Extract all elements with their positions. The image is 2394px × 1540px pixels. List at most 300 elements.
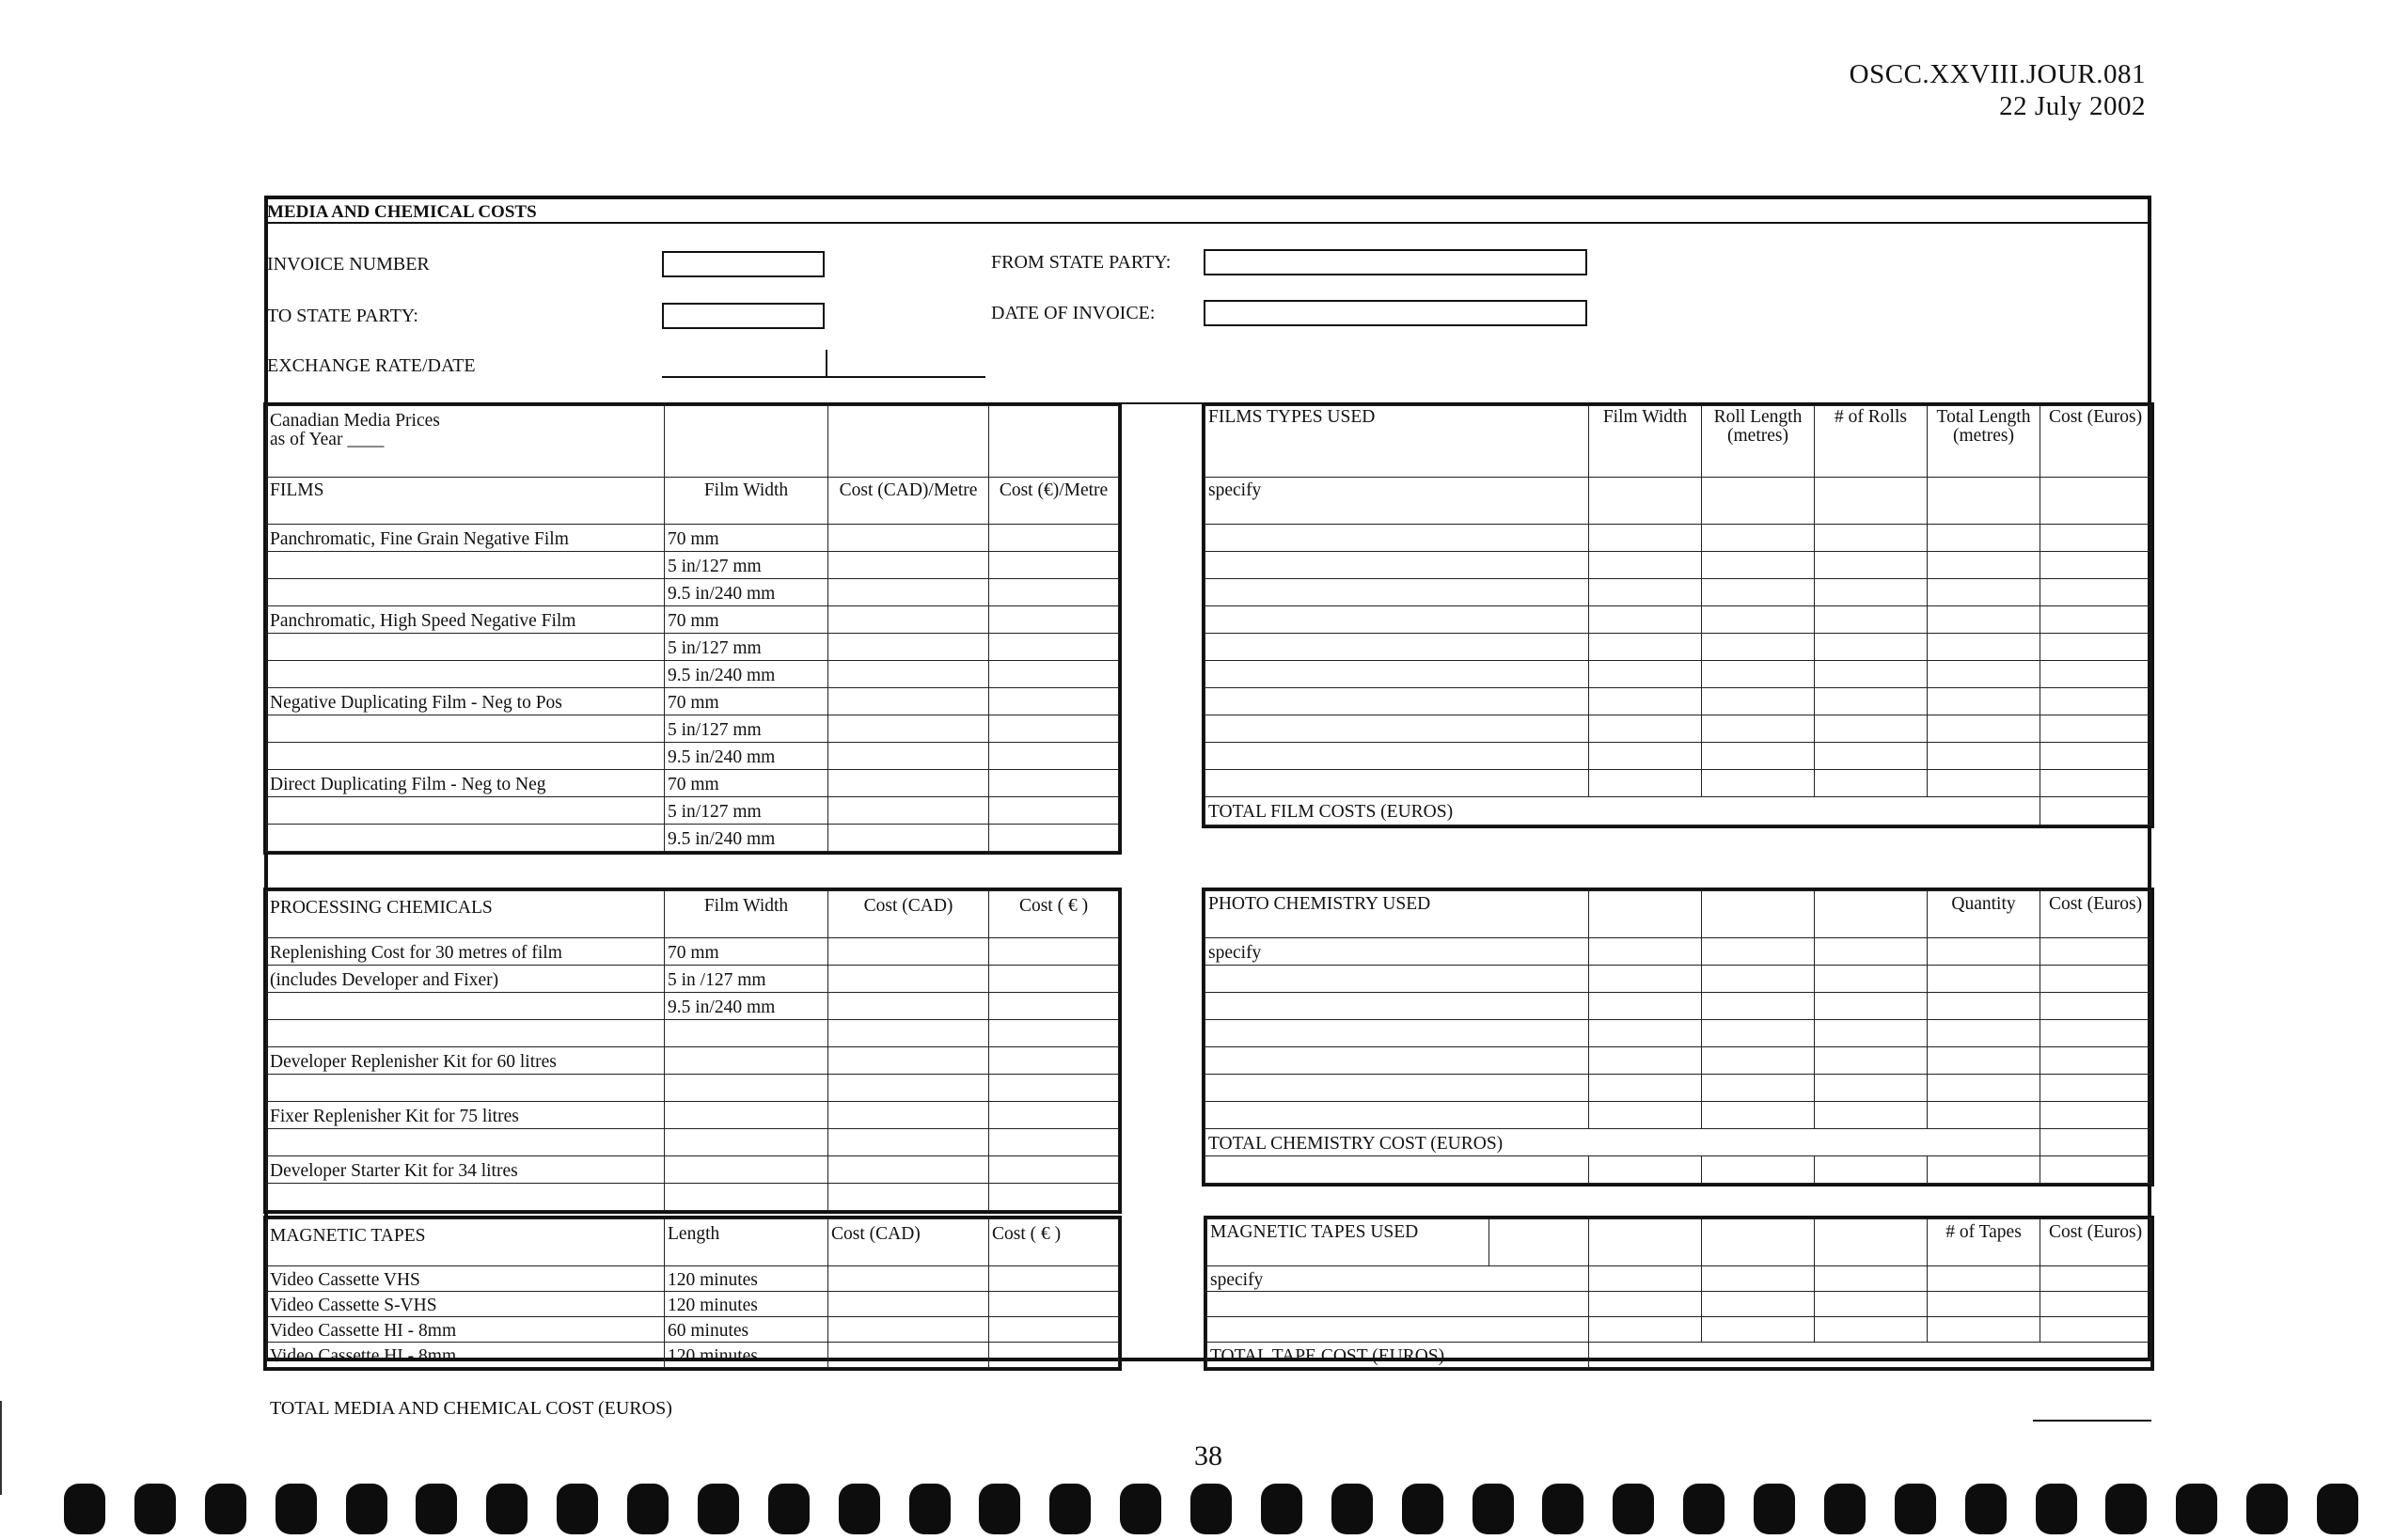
table-cell[interactable] [1205,770,1589,797]
table-cell[interactable] [1205,966,1589,993]
binding-hole [1049,1484,1091,1534]
cost-cad-cell[interactable] [828,688,989,715]
table-cell[interactable] [1589,634,1702,661]
column-header: Film Width [665,891,828,938]
table-row [267,579,1119,606]
cost-cad-cell[interactable] [828,1343,989,1368]
table-cell[interactable] [2040,993,2151,1020]
table-cell[interactable] [2040,525,2151,552]
cost-cad-cell[interactable] [828,1075,989,1102]
cost-cad-cell[interactable] [828,1317,989,1343]
cost-cad-cell[interactable] [828,938,989,966]
table-cell[interactable] [1205,1020,1589,1047]
film-width-cell: 70 mm [665,770,828,797]
films-price-caption-line1: Canadian Media Prices [270,411,440,431]
cost-cad-cell[interactable] [828,525,989,552]
table-cell[interactable] [1815,1020,1928,1047]
tape-length-cell: 120 minutes [665,1292,828,1317]
table-cell[interactable] [1815,770,1928,797]
table-cell[interactable] [1702,1020,1815,1047]
cost-eur-cell[interactable] [989,715,1119,743]
table-cell[interactable] [1589,1266,1702,1292]
cost-eur-cell[interactable] [989,1343,1119,1368]
film-width-cell [665,1156,828,1184]
binding-hole [1331,1484,1373,1534]
cost-cad-cell[interactable] [828,770,989,797]
binding-hole [1965,1484,2007,1534]
cost-eur-cell[interactable] [989,634,1119,661]
table-cell[interactable] [1815,1102,1928,1129]
table-cell[interactable] [1815,743,1928,770]
table-cell[interactable] [1702,1317,1815,1343]
tape-length-cell: 60 minutes [665,1317,828,1343]
table-cell[interactable] [1928,1075,2040,1102]
film-width-cell: 5 in/127 mm [665,715,828,743]
table-row [267,525,1119,552]
table-cell[interactable] [1815,552,1928,579]
table-cell[interactable] [1589,579,1702,606]
table-cell[interactable] [1205,688,1589,715]
cost-cad-cell[interactable] [828,606,989,634]
cost-cad-cell[interactable] [828,966,989,993]
column-header: Cost ( € ) [989,891,1119,938]
table-cell [1702,1156,1815,1184]
chemical-item-cell [267,1020,665,1047]
films-price-caption [267,406,665,478]
cost-eur-cell[interactable] [989,1266,1119,1292]
cost-cad-cell[interactable] [828,661,989,688]
cost-eur-cell[interactable] [989,1047,1119,1075]
cost-cad-cell[interactable] [828,552,989,579]
table-row [1207,1317,2151,1343]
table-row [267,743,1119,770]
cost-eur-cell[interactable] [989,552,1119,579]
table-cell[interactable] [2040,966,2151,993]
table-cell[interactable] [2040,1266,2151,1292]
total-tape-cost-value[interactable] [1589,1343,2151,1368]
table-cell[interactable] [1589,552,1702,579]
table-cell[interactable] [1207,1292,1589,1317]
binding-holes [64,1484,2358,1536]
table-cell[interactable] [1589,525,1702,552]
column-header: Film Width [665,478,828,525]
table-cell[interactable] [1702,1292,1815,1317]
table-row [267,1266,1119,1292]
form-title: MEDIA AND CHEMICAL COSTS [267,202,537,222]
binding-hole [839,1484,880,1534]
binding-hole [346,1484,387,1534]
table-cell[interactable] [1928,1047,2040,1075]
table-cell[interactable] [1815,579,1928,606]
table-cell[interactable] [1702,966,1815,993]
table-cell[interactable] [1205,715,1589,743]
cost-eur-cell[interactable] [989,1184,1119,1211]
film-type-cell [267,797,665,825]
binding-hole [2105,1484,2147,1534]
tape-type-cell: Video Cassette VHS [267,1266,665,1292]
binding-hole [205,1484,246,1534]
tapes-price-table [266,1218,1119,1368]
table-row [267,938,1119,966]
cost-eur-cell[interactable] [989,525,1119,552]
table-cell[interactable] [1589,1292,1702,1317]
table-cell[interactable] [2040,478,2151,525]
to-state-party-field[interactable] [662,303,825,329]
table-cell[interactable] [1205,552,1589,579]
table-cell[interactable] [1702,770,1815,797]
table-row [267,966,1119,993]
table-cell[interactable] [2040,552,2151,579]
table-cell[interactable] [1589,661,1702,688]
film-type-cell: Direct Duplicating Film - Neg to Neg [267,770,665,797]
table-cell[interactable] [2040,1020,2151,1047]
table-cell[interactable] [2040,661,2151,688]
table-cell[interactable] [1815,966,1928,993]
column-header: FILMS [267,478,665,525]
table-cell[interactable] [1815,1266,1928,1292]
table-cell[interactable] [1589,1020,1702,1047]
table-cell[interactable] [2040,1047,2151,1075]
table-cell[interactable] [1815,1047,1928,1075]
tape-length-cell: 120 minutes [665,1266,828,1292]
table-cell[interactable] [1589,770,1702,797]
tape-total-row [1207,1343,2151,1368]
grand-total-value-line[interactable] [2033,1420,2151,1422]
table-row [1205,966,2151,993]
film-type-cell [267,661,665,688]
film-type-cell: Panchromatic, High Speed Negative Film [267,606,665,634]
binding-hole [768,1484,810,1534]
cost-cad-cell[interactable] [828,993,989,1020]
table-cell[interactable] [1589,1317,1702,1343]
document-date: 22 July 2002 [1999,91,2146,121]
table-cell[interactable] [1928,743,2040,770]
film-width-cell [665,1102,828,1129]
table-row [267,1343,1119,1368]
table-cell[interactable] [1928,688,2040,715]
table-cell[interactable] [1815,688,1928,715]
cost-eur-cell[interactable] [989,743,1119,770]
table-cell[interactable] [1207,1317,1589,1343]
table-row [267,1129,1119,1156]
table-cell[interactable] [1815,606,1928,634]
table-cell[interactable] [1702,579,1815,606]
table-row [1205,1156,2151,1184]
film-width-cell: 9.5 in/240 mm [665,993,828,1020]
table-cell[interactable] [1928,1020,2040,1047]
table-cell[interactable] [1589,1047,1702,1075]
cost-cad-cell[interactable] [828,1020,989,1047]
chemical-item-cell: Replenishing Cost for 30 metres of film [267,938,665,966]
table-cell[interactable] [1205,661,1589,688]
table-cell[interactable] [1815,1292,1928,1317]
table-cell[interactable] [1702,993,1815,1020]
chemical-item-cell: Developer Replenisher Kit for 60 litres [267,1047,665,1075]
table-row [1205,688,2151,715]
binding-hole [698,1484,739,1534]
film-width-cell [665,1075,828,1102]
table-cell[interactable] [2040,1292,2151,1317]
table-cell[interactable] [1702,552,1815,579]
table-cell[interactable] [1702,743,1815,770]
table-cell [828,406,989,478]
table-cell[interactable] [1928,634,2040,661]
table-cell[interactable] [1205,579,1589,606]
chemical-item-cell [267,1129,665,1156]
table-row [1205,1047,2151,1075]
table-cell[interactable] [1928,1317,2040,1343]
cost-eur-cell[interactable] [989,825,1119,852]
total-film-costs-value[interactable] [2040,797,2151,825]
cost-eur-cell[interactable] [989,1292,1119,1317]
table-cell[interactable] [1589,743,1702,770]
table-cell[interactable] [1928,525,2040,552]
table-cell[interactable] [1589,966,1702,993]
binding-hole [1402,1484,1443,1534]
table-row [267,606,1119,634]
table-cell [1702,1219,1815,1266]
table-cell[interactable] [2040,1102,2151,1129]
table-cell[interactable] [1815,1317,1928,1343]
cost-eur-cell[interactable] [989,993,1119,1020]
table-cell[interactable] [1928,478,2040,525]
cost-eur-cell[interactable] [989,966,1119,993]
table-cell[interactable] [1815,993,1928,1020]
column-header: # of Rolls [1815,406,1928,478]
table-row [1207,1292,2151,1317]
table-row [267,1184,1119,1211]
table-cell[interactable] [1928,966,2040,993]
table-cell[interactable] [1589,688,1702,715]
document-header [1850,58,2146,122]
film-type-cell [267,743,665,770]
table-cell[interactable] [1928,606,2040,634]
cost-cad-cell[interactable] [828,797,989,825]
table-cell[interactable] [1928,993,2040,1020]
table-cell[interactable] [1589,938,1702,966]
chemical-item-cell [267,1184,665,1211]
column-header: Cost (Euros) [2040,1219,2151,1266]
cost-cad-cell[interactable] [828,1184,989,1211]
cost-eur-cell[interactable] [989,1020,1119,1047]
film-width-cell: 70 mm [665,688,828,715]
cost-cad-cell[interactable] [828,1266,989,1292]
cost-eur-cell[interactable] [989,797,1119,825]
table-cell[interactable] [1589,478,1702,525]
tape-length-cell: 120 minutes [665,1343,828,1368]
cost-eur-cell[interactable] [989,1075,1119,1102]
table-row [267,715,1119,743]
film-width-cell: 70 mm [665,525,828,552]
binding-hole [1473,1484,1514,1534]
table-cell[interactable] [1589,1102,1702,1129]
film-width-cell: 5 in /127 mm [665,966,828,993]
column-header: Cost (€)/Metre [989,478,1119,525]
film-width-cell [665,1184,828,1211]
table-row [267,770,1119,797]
table-cell[interactable] [2040,579,2151,606]
cost-eur-cell[interactable] [989,1317,1119,1343]
table-cell[interactable] [1589,1075,1702,1102]
binding-hole [2246,1484,2288,1534]
cost-eur-cell[interactable] [989,606,1119,634]
cost-cad-cell[interactable] [828,825,989,852]
table-cell[interactable] [2040,1317,2151,1343]
exchange-rate-field[interactable] [662,354,985,378]
tapes-used-table [1206,1218,2151,1368]
table-cell[interactable] [1702,1075,1815,1102]
table-row [1205,525,2151,552]
table-cell [2040,1156,2151,1184]
film-type-cell [267,552,665,579]
table-row [267,1020,1119,1047]
table-cell[interactable] [1589,715,1702,743]
binding-hole [2317,1484,2358,1534]
table-cell[interactable] [1205,1047,1589,1075]
table-cell[interactable] [2040,770,2151,797]
table-cell[interactable] [1702,1102,1815,1129]
cost-cad-cell[interactable] [828,743,989,770]
table-cell[interactable] [1815,634,1928,661]
table-cell[interactable] [1589,993,1702,1020]
table-cell[interactable] [1205,743,1589,770]
cost-eur-cell[interactable] [989,1129,1119,1156]
binding-hole [1683,1484,1725,1534]
table-cell [1928,1156,2040,1184]
table-cell[interactable] [1702,715,1815,743]
table-cell[interactable] [1702,661,1815,688]
table-cell[interactable] [1928,1292,2040,1317]
column-header: PROCESSING CHEMICALS [267,891,665,938]
binding-hole [2036,1484,2077,1534]
table-row [267,688,1119,715]
from-state-party-field[interactable] [1204,249,1587,275]
invoice-number-field[interactable] [662,251,825,277]
table-cell[interactable] [1928,1102,2040,1129]
table-cell[interactable] [1702,1266,1815,1292]
table-row [1205,938,2151,966]
table-cell[interactable] [1928,770,2040,797]
table-cell[interactable] [2040,634,2151,661]
table-cell[interactable] [1205,1075,1589,1102]
specify-cell[interactable]: specify [1205,478,1589,525]
table-cell[interactable] [1815,661,1928,688]
film-width-cell: 9.5 in/240 mm [665,825,828,852]
table-cell[interactable] [1928,661,2040,688]
table-cell[interactable] [1815,525,1928,552]
specify-cell[interactable]: specify [1205,938,1589,966]
total-chemistry-cost-value[interactable] [2040,1129,2151,1156]
date-of-invoice-field[interactable] [1204,300,1587,326]
cost-eur-cell[interactable] [989,1102,1119,1129]
film-type-cell [267,825,665,852]
film-width-cell: 5 in/127 mm [665,634,828,661]
table-cell[interactable] [1589,606,1702,634]
film-width-cell [665,1047,828,1075]
cost-cad-cell[interactable] [828,1047,989,1075]
table-cell[interactable] [1815,938,1928,966]
grand-total-label: TOTAL MEDIA AND CHEMICAL COST (EUROS) [270,1398,672,1419]
table-cell[interactable] [2040,715,2151,743]
chemical-item-cell [267,1075,665,1102]
film-type-cell [267,715,665,743]
table-cell [1702,891,1815,938]
chemistry-used-table [1205,890,2151,1184]
date-of-invoice-label: DATE OF INVOICE: [991,303,1156,323]
table-cell[interactable] [1928,715,2040,743]
page-number: 38 [1194,1440,1222,1471]
binding-hole [1120,1484,1161,1534]
table-cell[interactable] [1815,715,1928,743]
cost-eur-cell[interactable] [989,770,1119,797]
cost-eur-cell[interactable] [989,661,1119,688]
form-title-divider [264,222,2151,224]
table-cell[interactable] [1815,1075,1928,1102]
table-cell [1589,1156,1702,1184]
table-row [267,1317,1119,1343]
cost-cad-cell[interactable] [828,1292,989,1317]
table-cell[interactable] [1205,606,1589,634]
table-cell[interactable] [1702,478,1815,525]
cost-cad-cell[interactable] [828,579,989,606]
cost-cad-cell[interactable] [828,1129,989,1156]
film-width-cell: 70 mm [665,938,828,966]
cost-eur-cell[interactable] [989,688,1119,715]
table-cell[interactable] [1205,993,1589,1020]
table-cell[interactable] [1702,634,1815,661]
table-cell[interactable] [1702,688,1815,715]
table-cell[interactable] [2040,688,2151,715]
film-type-cell: Negative Duplicating Film - Neg to Pos [267,688,665,715]
table-cell[interactable] [1205,525,1589,552]
specify-cell[interactable]: specify [1207,1266,1589,1292]
table-cell[interactable] [1205,1102,1589,1129]
table-cell[interactable] [1702,525,1815,552]
table-cell[interactable] [1928,1266,2040,1292]
cost-cad-cell[interactable] [828,1102,989,1129]
cost-cad-cell[interactable] [828,715,989,743]
table-cell[interactable] [1928,938,2040,966]
table-row [267,797,1119,825]
tape-type-cell: Video Cassette HI - 8mm [267,1317,665,1343]
cost-eur-cell[interactable] [989,938,1119,966]
table-cell[interactable] [1928,579,2040,606]
cost-eur-cell[interactable] [989,1156,1119,1184]
table-cell[interactable] [1702,606,1815,634]
table-cell[interactable] [1928,552,2040,579]
cost-cad-cell[interactable] [828,1156,989,1184]
table-cell[interactable] [1702,938,1815,966]
cost-cad-cell[interactable] [828,634,989,661]
column-header: Film Width [1589,406,1702,478]
film-width-cell: 9.5 in/240 mm [665,661,828,688]
table-cell[interactable] [2040,938,2151,966]
table-cell[interactable] [2040,743,2151,770]
table-cell[interactable] [1702,1047,1815,1075]
table-cell[interactable] [1205,634,1589,661]
binding-hole [1261,1484,1302,1534]
table-cell[interactable] [2040,1075,2151,1102]
chemical-item-cell: Developer Starter Kit for 34 litres [267,1156,665,1184]
table-cell[interactable] [2040,606,2151,634]
table-cell[interactable] [1815,478,1928,525]
column-header: Quantity [1928,891,2040,938]
column-header: Total Length (metres) [1928,406,2040,478]
cost-eur-cell[interactable] [989,579,1119,606]
column-header: Cost (Euros) [2040,891,2151,938]
film-width-cell: 5 in/127 mm [665,552,828,579]
table-row [1205,579,2151,606]
